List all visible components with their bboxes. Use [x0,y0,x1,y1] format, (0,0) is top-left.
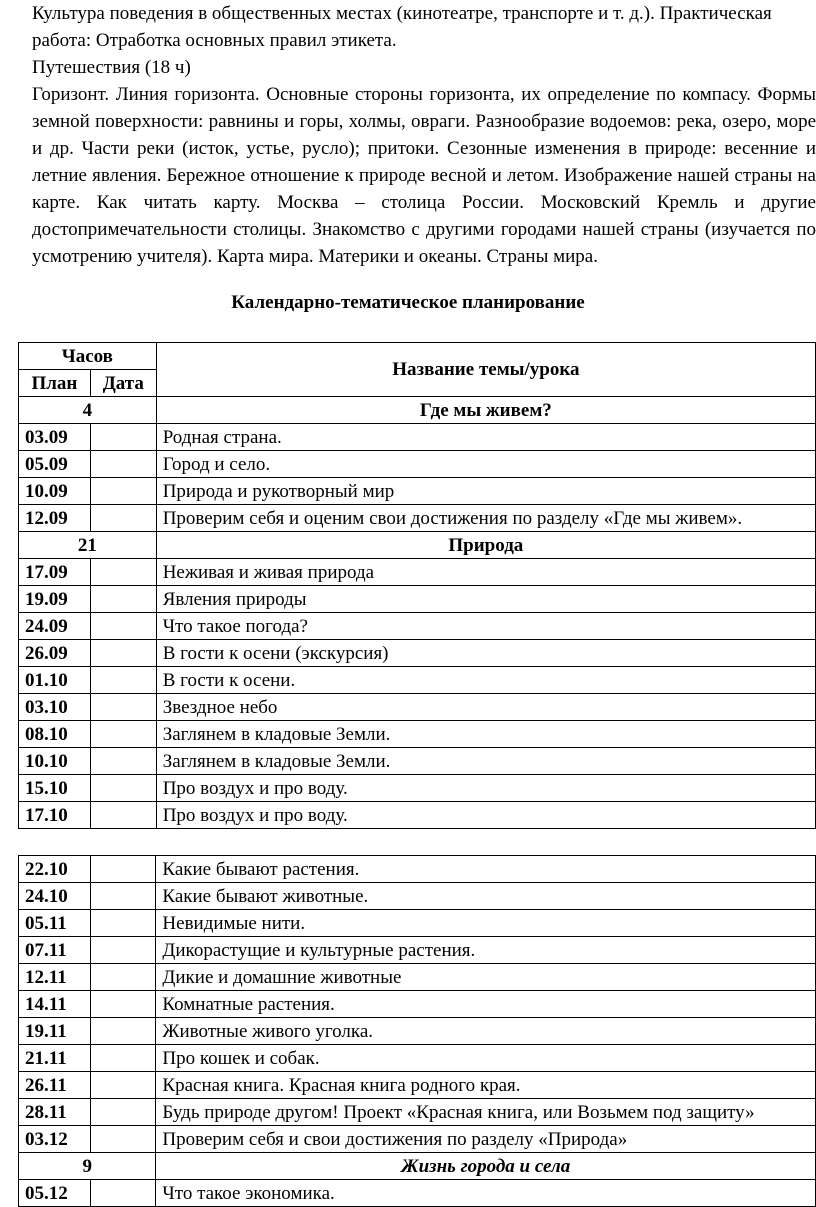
lesson-actual-date [90,1180,156,1207]
intro-text [32,0,816,270]
travel-paragraph: Горизонт. Линия горизонта. Основные стороны горизонта, их определение по компасу. Формы земной поверхности: равнины и горы, холмы, овраги. Разнообразие водоемов: река, озеро, море и др. Части реки (исток, устье, русло); притоки. Сезонные изменения в природе: весенние и летние явления. Бережное отношение к природе весной и летом. Изображение нашей страны на карте. Как читать карту. Москва – столица России. Московский Кремль и другие достопримечательности столицы. Знакомство с другими городами нашей страны (изучается по усмотрению учителя). Карта мира. Материки и океаны. Страны мира. [32,84,816,267]
lesson-topic: Проверим себя и оценим свои достижения по разделу «Где мы живем». [156,505,815,532]
intro-line-2: работа: Отработка основных правил этикета. [32,30,397,51]
lesson-topic: Город и село. [156,451,815,478]
lesson-row [19,694,816,721]
lesson-actual-date [90,586,156,613]
lesson-row [19,478,816,505]
lesson-topic: В гости к осени. [156,667,815,694]
lesson-plan-date: 15.10 [19,775,91,802]
lesson-plan-date: 21.11 [19,1045,91,1072]
lesson-row [19,910,816,937]
lesson-plan-date: 10.09 [19,478,91,505]
plan-header: План [19,370,91,397]
lesson-plan-date: 19.09 [19,586,91,613]
lesson-actual-date [90,937,156,964]
lesson-actual-date [90,991,156,1018]
lesson-topic: Явления природы [156,586,815,613]
lesson-topic: Животные живого уголка. [156,1018,816,1045]
lesson-topic: Невидимые нити. [156,910,816,937]
lesson-row [19,559,816,586]
lesson-plan-date: 01.10 [19,667,91,694]
lesson-plan-date: 12.11 [19,964,91,991]
lesson-plan-date: 26.11 [19,1072,91,1099]
lesson-row [19,1045,816,1072]
lesson-row [19,613,816,640]
lesson-row [19,1018,816,1045]
lesson-row [19,721,816,748]
lesson-row [19,586,816,613]
topic-header: Название темы/урока [156,343,815,397]
lesson-topic: Что такое экономика. [156,1180,816,1207]
lesson-plan-date: 05.12 [19,1180,91,1207]
lesson-plan-date: 17.10 [19,802,91,829]
travel-heading: Путешествия (18 ч) [32,57,191,78]
lesson-plan-date: 10.10 [19,748,91,775]
lesson-plan-date: 03.09 [19,424,91,451]
lesson-topic: Про кошек и собак. [156,1045,816,1072]
lesson-actual-date [90,856,156,883]
section-title: Природа [156,532,815,559]
lesson-actual-date [90,613,156,640]
lesson-actual-date [90,451,156,478]
lesson-row [19,856,816,883]
lesson-plan-date: 08.10 [19,721,91,748]
lesson-row [19,802,816,829]
lesson-topic: Будь природе другом! Проект «Красная книга, или Возьмем под защиту» [156,1099,816,1126]
lesson-row [19,424,816,451]
lesson-plan-date: 24.10 [19,883,91,910]
lesson-row [19,991,816,1018]
planning-title: Календарно-тематическое планирование [231,292,585,313]
lesson-plan-date: 28.11 [19,1099,91,1126]
lesson-plan-date: 26.09 [19,640,91,667]
lesson-actual-date [90,1099,156,1126]
lesson-plan-date: 05.09 [19,451,91,478]
lesson-topic: Заглянем в кладовые Земли. [156,721,815,748]
section-hours: 21 [19,532,157,559]
lesson-topic: Какие бывают растения. [156,856,816,883]
lesson-actual-date [90,1018,156,1045]
section-title: Жизнь города и села [156,1153,816,1180]
lesson-row [19,1126,816,1153]
lesson-row [19,1072,816,1099]
section-hours: 4 [19,397,157,424]
lesson-actual-date [90,748,156,775]
planning-table-continued [18,855,816,1207]
lesson-actual-date [90,1126,156,1153]
lesson-actual-date [90,559,156,586]
lesson-topic: Что такое погода? [156,613,815,640]
lesson-topic: Какие бывают животные. [156,883,816,910]
lesson-topic: Про воздух и про воду. [156,775,815,802]
lesson-actual-date [90,640,156,667]
lesson-actual-date [90,910,156,937]
lesson-plan-date: 14.11 [19,991,91,1018]
lesson-row [19,748,816,775]
lesson-plan-date: 12.09 [19,505,91,532]
lesson-topic: Заглянем в кладовые Земли. [156,748,815,775]
lesson-row [19,937,816,964]
lesson-topic: Неживая и живая природа [156,559,815,586]
hours-header: Часов [19,343,157,370]
lesson-actual-date [90,505,156,532]
lesson-topic: Проверим себя и свои достижения по разделу «Природа» [156,1126,816,1153]
lesson-actual-date [90,883,156,910]
lesson-row [19,883,816,910]
lesson-actual-date [90,694,156,721]
lesson-plan-date: 03.10 [19,694,91,721]
lesson-topic: Дикорастущие и культурные растения. [156,937,816,964]
lesson-row [19,1180,816,1207]
lesson-plan-date: 07.11 [19,937,91,964]
planning-table [18,342,816,829]
lesson-row [19,1099,816,1126]
lesson-actual-date [90,478,156,505]
lesson-row [19,505,816,532]
lesson-actual-date [90,964,156,991]
lesson-row [19,775,816,802]
lesson-plan-date: 03.12 [19,1126,91,1153]
intro-line-1: Культура поведения в общественных местах (кинотеатре, транспорте и т. д.). Практическая [32,3,772,24]
lesson-actual-date [90,802,156,829]
lesson-plan-date: 24.09 [19,613,91,640]
lesson-actual-date [90,721,156,748]
lesson-row [19,964,816,991]
section-row-city [19,1153,816,1180]
section-row-where [19,397,816,424]
lesson-topic: Родная страна. [156,424,815,451]
lesson-actual-date [90,775,156,802]
table-header-row [19,343,816,370]
section-title: Где мы живем? [156,397,815,424]
lesson-actual-date [90,424,156,451]
lesson-row [19,640,816,667]
section-row-nature [19,532,816,559]
lesson-row [19,667,816,694]
lesson-topic: Про воздух и про воду. [156,802,815,829]
section-hours: 9 [19,1153,156,1180]
lesson-actual-date [90,667,156,694]
lesson-actual-date [90,1072,156,1099]
lesson-plan-date: 22.10 [19,856,91,883]
lesson-topic: Комнатные растения. [156,991,816,1018]
lesson-topic: Красная книга. Красная книга родного края. [156,1072,816,1099]
lesson-plan-date: 19.11 [19,1018,91,1045]
lesson-row [19,451,816,478]
lesson-topic: В гости к осени (экскурсия) [156,640,815,667]
lesson-actual-date [90,1045,156,1072]
lesson-topic: Дикие и домашние животные [156,964,816,991]
lesson-plan-date: 05.11 [19,910,91,937]
lesson-topic: Звездное небо [156,694,815,721]
date-header: Дата [90,370,156,397]
lesson-plan-date: 17.09 [19,559,91,586]
lesson-topic: Природа и рукотворный мир [156,478,815,505]
